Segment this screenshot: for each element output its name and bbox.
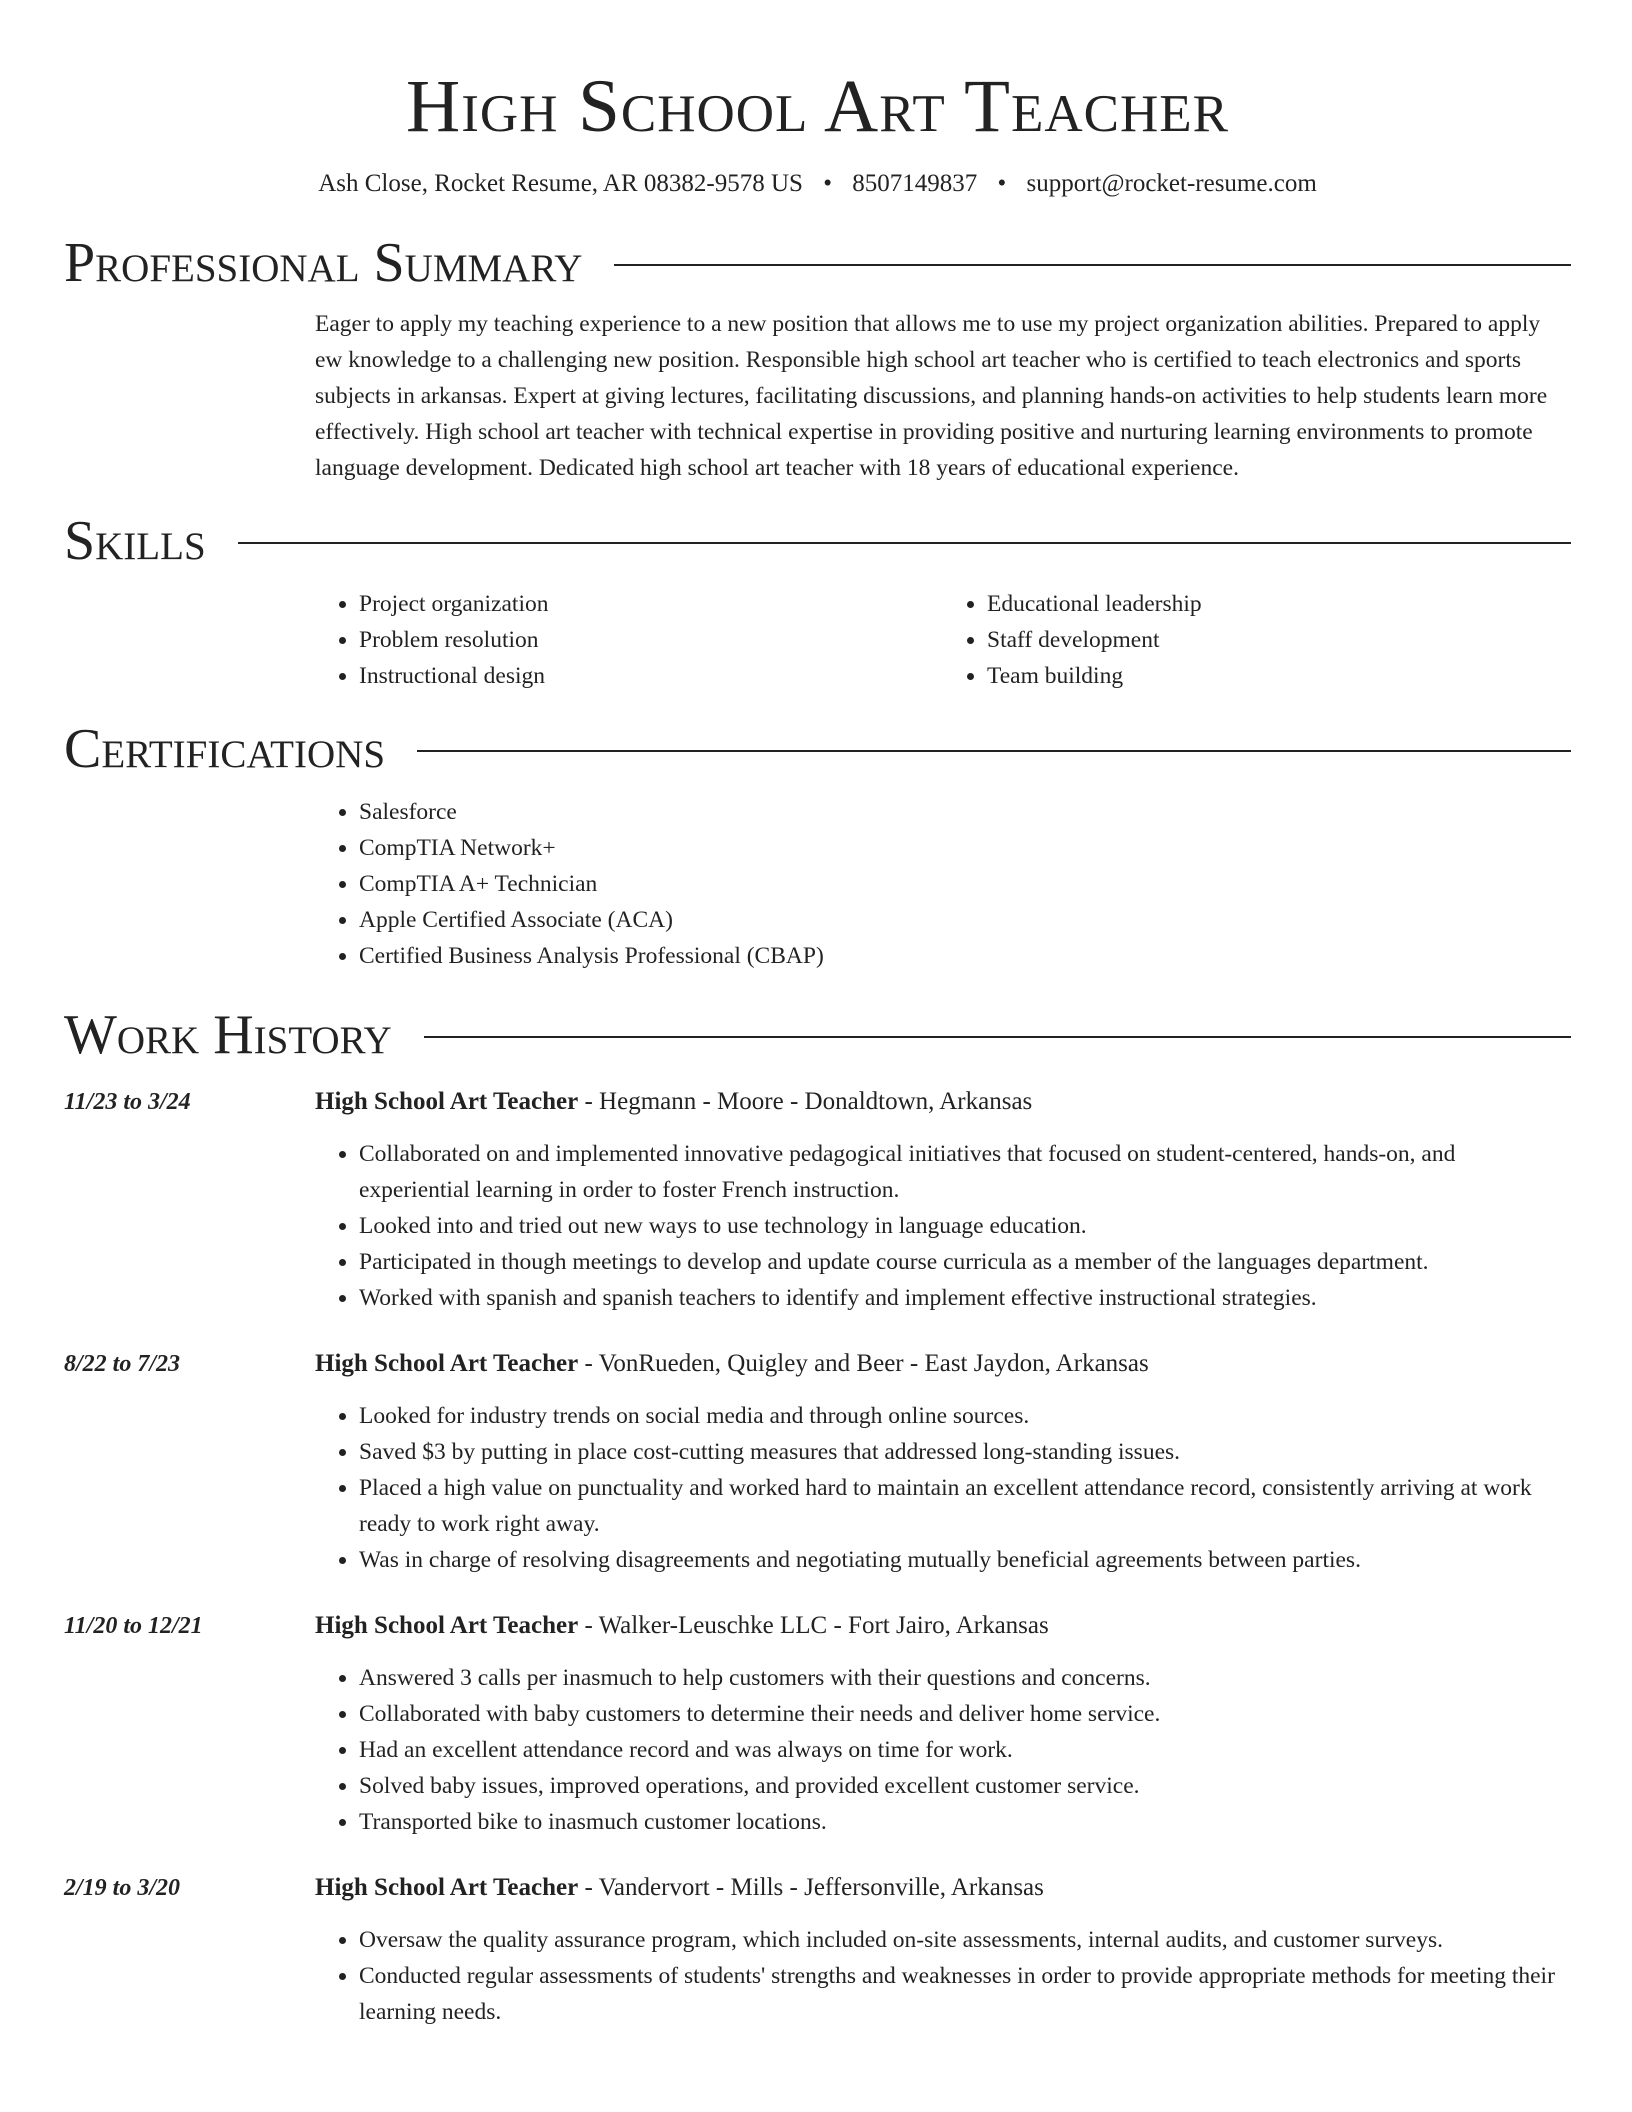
section-title-certifications: Certifications	[64, 718, 386, 780]
job-dates: 2/19 to 3/20	[64, 1875, 181, 1901]
skills-grid	[315, 586, 1571, 694]
section-title-summary: Professional Summary	[64, 232, 583, 294]
certification-item: • CompTIA A+ Technician	[359, 866, 1571, 902]
skill-item: • Educational leadership	[987, 586, 1571, 622]
job-dates: 11/20 to 12/21	[64, 1613, 203, 1639]
summary-text: Eager to apply my teaching experience to a new position that allows me to use my project organization abilities. Prepared to apply ew knowledge to a challenging new position. Responsible high school art teacher who is certified to teach electronics and sports subjects in arkansas. Expert at giving lectures, facilitating discussions, and planning hands-on activities to help students learn more effectively. High school art teacher with technical expertise in providing positive and nurturing learning environments to promote language development. Dedicated high school art teacher with 18 years of educational experience.	[315, 311, 1548, 481]
resume-page	[64, 0, 1571, 2030]
section-divider	[417, 750, 1571, 752]
summary-content	[315, 306, 1571, 486]
job-heading	[315, 1084, 1571, 1120]
job-bullets	[315, 1660, 1571, 1840]
summary-section	[64, 230, 1571, 486]
job-bullet: • Solved baby issues, improved operations, and provided excellent customer service.	[359, 1768, 1571, 1804]
skills-list-right	[943, 586, 1571, 694]
skills-section	[64, 508, 1571, 694]
certification-item: • Certified Business Analysis Professional (CBAP)	[359, 938, 1571, 974]
certification-item: • CompTIA Network+	[359, 830, 1571, 866]
job-bullets	[315, 1922, 1571, 2030]
skill-item: • Team building	[987, 658, 1571, 694]
job-heading	[315, 1608, 1571, 1644]
contact-separator: •	[997, 170, 1007, 197]
section-title-skills: Skills	[64, 510, 206, 572]
job-heading	[315, 1870, 1571, 1906]
job-entry	[64, 1084, 1571, 1316]
job-body	[315, 1084, 1571, 1316]
job-bullet: • Transported bike to inasmuch customer locations.	[359, 1804, 1571, 1840]
certification-item: • Salesforce	[359, 794, 1571, 830]
section-header	[64, 1002, 1571, 1068]
job-title: High School Art Teacher	[315, 1874, 579, 1901]
work-history-section	[64, 1002, 1571, 2030]
job-details: - VonRueden, Quigley and Beer - East Jaydon, Arkansas	[578, 1350, 1149, 1377]
job-bullet: • Oversaw the quality assurance program, which included on-site assessments, internal audits, and customer surveys.	[359, 1922, 1571, 1958]
job-body	[315, 1870, 1571, 2030]
job-bullets	[315, 1398, 1571, 1578]
job-bullet: • Conducted regular assessments of students' strengths and weaknesses in order to provide appropriate methods for meeting their learning needs.	[359, 1958, 1571, 2030]
section-divider	[238, 542, 1571, 544]
contact-email: support@rocket-resume.com	[1026, 170, 1317, 197]
contact-phone: 8507149837	[852, 170, 978, 197]
job-bullet: • Collaborated on and implemented innovative pedagogical initiatives that focused on student-centered, hands-on, and experiential learning in order to foster French instruction.	[359, 1136, 1571, 1208]
job-bullet: • Collaborated with baby customers to determine their needs and deliver home service.	[359, 1696, 1571, 1732]
job-title: High School Art Teacher	[315, 1350, 579, 1377]
job-bullet: • Was in charge of resolving disagreements and negotiating mutually beneficial agreements between parties.	[359, 1542, 1571, 1578]
job-bullet: • Looked into and tried out new ways to use technology in language education.	[359, 1208, 1571, 1244]
job-body	[315, 1608, 1571, 1840]
skill-item: • Staff development	[987, 622, 1571, 658]
job-entry	[64, 1870, 1571, 2030]
section-divider	[614, 264, 1571, 266]
job-body	[315, 1346, 1571, 1578]
job-bullet: • Participated in though meetings to develop and update course curricula as a member of the languages department.	[359, 1244, 1571, 1280]
job-bullet: • Placed a high value on punctuality and worked hard to maintain an excellent attendance record, consistently arriving at work ready to work right away.	[359, 1470, 1571, 1542]
resume-name: High School Art Teacher	[406, 65, 1229, 148]
job-entry	[64, 1608, 1571, 1840]
job-entry	[64, 1346, 1571, 1578]
certifications-section	[64, 716, 1571, 974]
contact-address: Ash Close, Rocket Resume, AR 08382-9578 US	[318, 170, 803, 197]
section-header	[64, 508, 1571, 574]
job-bullets	[315, 1136, 1571, 1316]
skill-item: • Problem resolution	[359, 622, 943, 658]
job-bullet: • Saved $3 by putting in place cost-cutting measures that addressed long-standing issues.	[359, 1434, 1571, 1470]
section-title-work-history: Work History	[64, 1004, 392, 1066]
job-title: High School Art Teacher	[315, 1088, 579, 1115]
job-details: - Vandervort - Mills - Jeffersonville, Arkansas	[578, 1874, 1044, 1901]
job-title: High School Art Teacher	[315, 1612, 579, 1639]
job-bullet: • Answered 3 calls per inasmuch to help customers with their questions and concerns.	[359, 1660, 1571, 1696]
certification-item: • Apple Certified Associate (ACA)	[359, 902, 1571, 938]
job-dates: 11/23 to 3/24	[64, 1089, 191, 1115]
job-bullet: • Looked for industry trends on social media and through online sources.	[359, 1398, 1571, 1434]
skill-item: • Instructional design	[359, 658, 943, 694]
section-header	[64, 716, 1571, 782]
section-divider	[424, 1036, 1571, 1038]
section-header	[64, 230, 1571, 296]
certifications-list	[315, 794, 1571, 974]
job-dates: 8/22 to 7/23	[64, 1351, 181, 1377]
skill-item: • Project organization	[359, 586, 943, 622]
contact-separator: •	[823, 170, 832, 197]
skills-list-left	[315, 586, 943, 694]
job-bullet: • Had an excellent attendance record and was always on time for work.	[359, 1732, 1571, 1768]
certifications-content	[315, 794, 1571, 974]
job-details: - Hegmann - Moore - Donaldtown, Arkansas	[578, 1088, 1033, 1115]
job-heading	[315, 1346, 1571, 1382]
job-details: - Walker-Leuschke LLC - Fort Jairo, Arkansas	[578, 1612, 1049, 1639]
contact-line	[64, 168, 1571, 200]
job-bullet: • Worked with spanish and spanish teachers to identify and implement effective instructional strategies.	[359, 1280, 1571, 1316]
